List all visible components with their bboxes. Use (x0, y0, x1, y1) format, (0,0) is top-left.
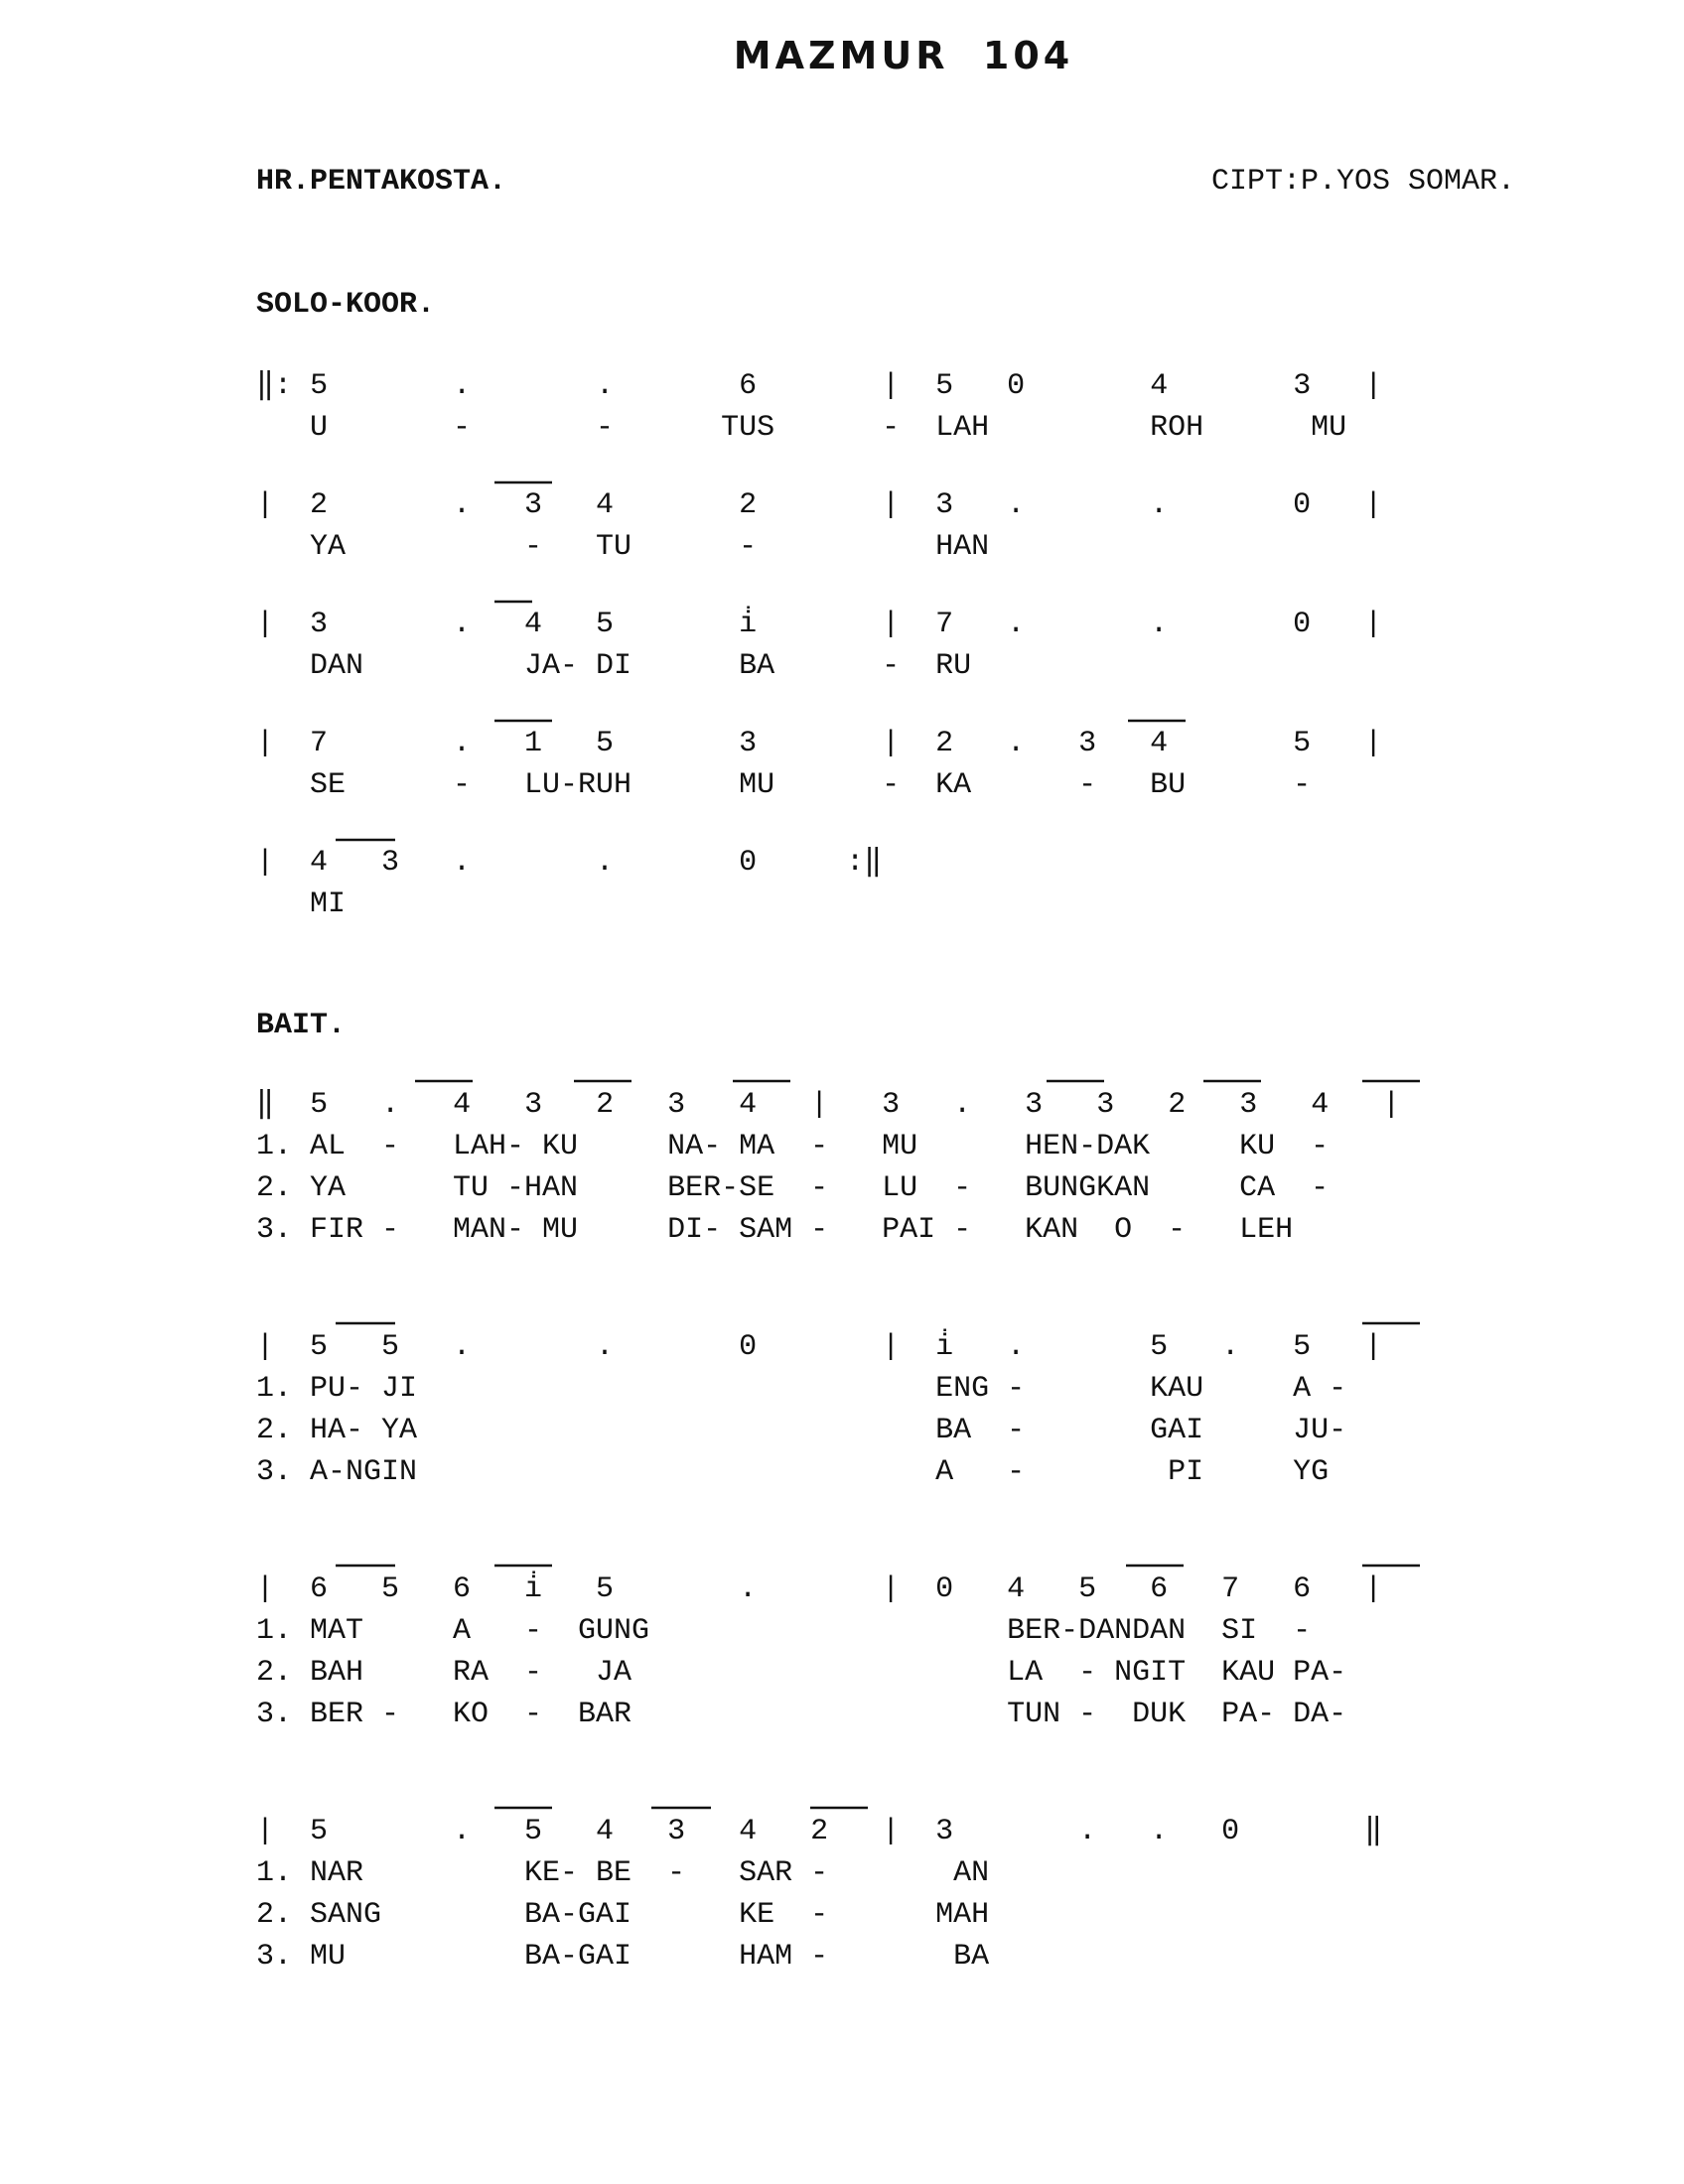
section-bait: BAIT. (256, 1009, 347, 1042)
bait-system-2: | 5 5 . . 0 | i̇ . 5 . 5 | 1. PU- JI ENG - KAU A - 2. HA- YA BA - GAI JU- 3. A-NGIN A - PI YG (256, 1330, 1383, 1489)
solo-system-2: | 2 . 3 4 2 | 3 . . 0 | YA - TU - HAN (256, 488, 1383, 564)
bait-system-1: ‖ 5 . 4 3 2 3 4 | 3 . 3 3 2 3 4 | 1. AL - LAH- KU NA- MA - MU HEN-DAK KU - 2. YA TU -HAN BER-SE - LU - BUNGKAN CA - 3. FIR - MAN- MU DI- SAM - PAI - KAN O - LEH (256, 1088, 1401, 1247)
bait-system-3: | 6 5 6 i̇ 5 . | 0 4 5 6 7 6 | 1. MAT A - GUNG BER-DANDAN SI - 2. BAH RA - JA LA - NGIT KAU PA- 3. BER - KO - BAR TUN - DUK PA- DA- (256, 1572, 1383, 1731)
solo-system-3: | 3 . 4 5 i̇ | 7 . . 0 | DAN JA- DI BA - RU (256, 608, 1383, 683)
solo-system-1: ‖: 5 . . 6 | 5 0 4 3 | U - - TUS - LAH ROH MU (256, 369, 1383, 445)
bait-system-4: | 5 . 5 4 3 4 2 | 3 . . 0 ‖ 1. NAR KE- BE - SAR - AN 2. SANG BA-GAI KE - MAH 3. MU BA-GAI HAM - BA (256, 1815, 1383, 1974)
solo-system-5: | 4 3 . . 0 :‖ MI (256, 846, 883, 921)
composer-credit: CIPT:P.YOS SOMAR. (1210, 165, 1515, 199)
occasion-label: HR.PENTAKOSTA. (256, 165, 507, 199)
song-title: MAZMUR 104 (733, 34, 1074, 77)
solo-system-4: | 7 . 1 5 3 | 2 . 3 4 5 | SE - LU-RUH MU - KA - BU - (256, 727, 1383, 802)
section-solo-koor: SOLO-KOOR. (256, 288, 436, 322)
